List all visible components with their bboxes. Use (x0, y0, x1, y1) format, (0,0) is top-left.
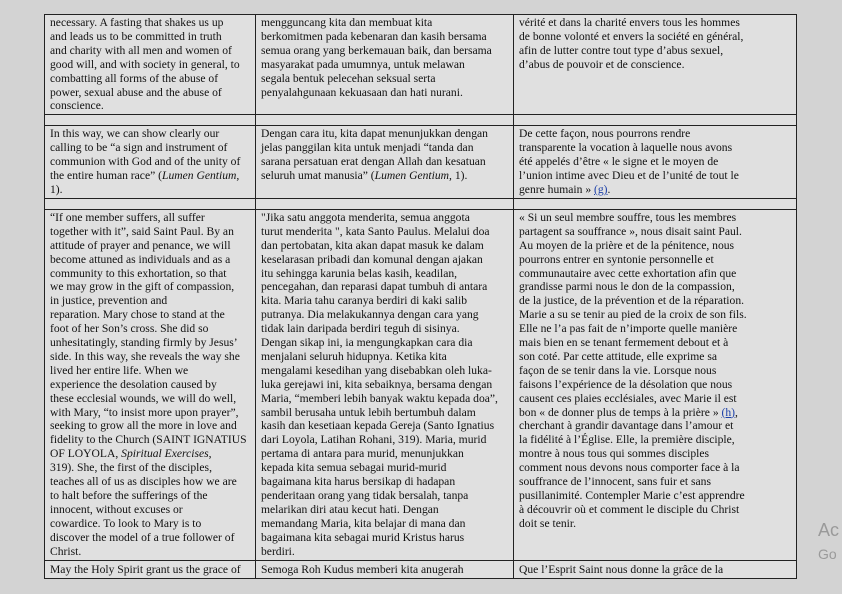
indonesian-cell (256, 209, 514, 560)
spacer-cell (256, 115, 514, 126)
french-cell (514, 126, 797, 199)
english-text (50, 127, 250, 197)
french-text (519, 127, 791, 197)
spacer-cell (45, 115, 256, 126)
text-run: 1). (50, 182, 63, 196)
english-text: necessary. A fasting that shakes us up and leads us to be committed in truth and charity with all men and women of good will, and with society in general, to combatting all forms of the abuse of power, sexual abuse and the abuse of conscience. (50, 16, 240, 113)
french-text: Que l’Esprit Saint nous donne la grâce de la (519, 562, 724, 576)
table-row (45, 126, 797, 199)
text-run: De cette façon, nous pourrons rendre transparente la vocation à laquelle nous avons été appelés d’être « le signe et le moyen de l’union intime avec Dieu et de l’unité de tout le genre humain » (519, 127, 739, 196)
footnote-link[interactable]: (h) (721, 405, 736, 419)
trilingual-document-table (44, 14, 797, 579)
footnote-link[interactable]: (g) (594, 182, 608, 196)
indonesian-cell (256, 15, 514, 115)
spacer-cell (45, 198, 256, 209)
text-run: 1). (451, 169, 468, 183)
activation-watermark (818, 519, 839, 565)
spacer-row (45, 115, 797, 126)
text-run: “If one member suffers, all suffer together with it”, said Saint Paul. By an attitude of prayer and penance, we will become attuned as individuals and as a community to this exhortation, so that we may grow in the gift of compassion, in justice, prevention and reparation. Mary chose to stand at the foot of her Son’s cross. She did so unhesitatingly, standing firmly by Jesus’ side. In this way, she reveals the way she lived her entire life. When we experience the desolation caused by these ecclesial wounds, we will do well, with Mary, “to insist more upon prayer”, seeking to grow all the more in love and fidelity to the Church (SAINT IGNATIUS OF LOYOLA, (50, 210, 247, 461)
watermark-line: Go (818, 546, 837, 562)
citation-title: Lumen Gentium, (162, 169, 240, 183)
table-row (45, 560, 797, 578)
text-run: Dengan cara itu, kita dapat menunjukkan dengan jelas panggilan kita untuk menjadi “tanda dan sarana persatuan erat dengan Allah dan kesatuan seluruh umat manusia” ( (261, 127, 488, 183)
english-cell (45, 126, 256, 199)
english-cell (45, 560, 256, 578)
french-text (519, 211, 791, 531)
english-cell (45, 15, 256, 115)
indonesian-text: mengguncang kita dan membuat kita berkomitmen pada kebenaran dan kasih bersama semua orang yang berkemauan baik, dan bersama masyarakat pada umumnya, untuk melawan segala bentuk pelecehan seksual serta penyalahgunaan kekuasaan dan hati nurani. (261, 16, 492, 99)
watermark-line: Ac (818, 520, 840, 540)
indonesian-text: Semoga Roh Kudus memberi kita anugerah (261, 562, 464, 576)
indonesian-text (261, 127, 508, 183)
citation-title: Spiritual Exercises (121, 447, 209, 461)
text-run: . (607, 182, 611, 196)
english-cell (45, 209, 256, 560)
text-run: , cherchant à grandir davantage dans l’amour et la fidélité à l’Église. Elle, la première disciple, montre à nous tous qui sommes disciples comment nous devons nous comporter face à la souffrance de l’innocent, sans fuir et sans pusillanimité. Contempler Marie c’est apprendre à découvrir où et comment le disciple du Christ doit se tenir. (519, 405, 745, 530)
english-text: May the Holy Spirit grant us the grace of (50, 562, 241, 576)
citation-title: Lumen Gentium, (374, 169, 452, 183)
table-row (45, 15, 797, 115)
english-text (50, 211, 250, 559)
text-run: , 319). She, the first of the disciples, teaches all of us as disciples how we are to halt before the sufferings of the innocent, without excuses or cowardice. To look to Mary is to discover the model of a true follower of Christ. (50, 447, 237, 558)
indonesian-text: "Jika satu anggota menderita, semua anggota turut menderita ", kata Santo Paulus. Melalui doa dan pertobatan, kita akan dapat masuk ke dalam keselarasan pribadi dan komunal dengan ajakan itu sehingga karunia belas kasih, keadilan, pencegahan, dan reparasi dapat tumbuh di antara kita. Maria tahu caranya berdiri di kaki salib putranya. Dia melakukannya dengan cara yang tidak lain daripada berdiri teguh di sisinya. Dengan sikap ini, ia mengungkapkan cara dia menjalani seluruh hidupnya. Ketika kita mengalami kesedihan yang disebabkan oleh luka- luka gerejawi ini, kita sebaiknya, bersama dengan Maria, “memberi lebih banyak waktu kepada doa”, sambil berusaha untuk lebih bertumbuh dalam kasih dan kesetiaan kepada Gereja (Santo Ignatius dari Loyola, Latihan Rohani, 319). Maria, murid pertama di antara para murid, menunjukkan kepada kita semua sebagai murid-murid bagaimana kita harus bersikap di hadapan penderitaan orang yang tidak bersalah, tanpa melarikan diri atau kecut hati. Dengan memandang Maria, kita belajar di mana dan bagaimana kita sebagai murid Kristus harus berdiri. (261, 210, 498, 558)
french-cell (514, 560, 797, 578)
spacer-cell (256, 198, 514, 209)
french-text: vérité et dans la charité envers tous les hommes de bonne volonté et envers la société en général, afin de lutter contre tout type d’abus sexuel, d’abus de pouvoir et de conscience. (519, 16, 744, 71)
text-run: In this way, we can show clearly our calling to be “a sign and instrument of communion with God and of the unity of the entire human race” ( (50, 127, 241, 183)
spacer-cell (514, 198, 797, 209)
table-row (45, 209, 797, 560)
spacer-cell (514, 115, 797, 126)
indonesian-cell (256, 560, 514, 578)
text-run: « Si un seul membre souffre, tous les membres partagent sa souffrance », nous disait saint Paul. Au moyen de la prière et de la pénitence, nous pourrons entrer en syntonie personnelle et communautaire avec cette exhortation afin que grandisse parmi nous le don de la compassion, de la justice, de la prévention et de la réparation. Marie a su se tenir au pied de la croix de son fils. Elle ne l’a pas fait de n’importe quelle manière mais bien en se tenant fermement debout et à son coté. Par cette attitude, elle exprime sa façon de se tenir dans la vie. Lorsque nous faisons l’expérience de la désolation que nous causent ces plaies ecclésiales, avec Marie il est bon « de donner plus de temps à la prière » (519, 210, 747, 419)
french-cell (514, 209, 797, 560)
french-cell (514, 15, 797, 115)
spacer-row (45, 198, 797, 209)
indonesian-cell (256, 126, 514, 199)
